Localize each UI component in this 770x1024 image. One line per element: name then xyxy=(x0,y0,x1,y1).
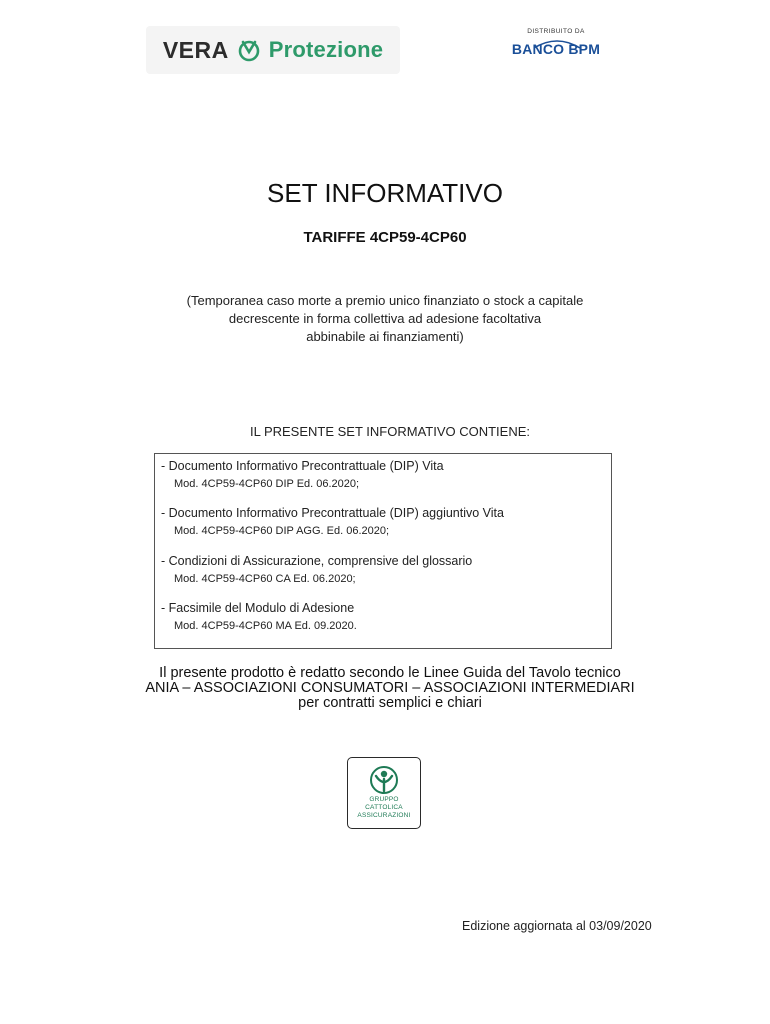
description-line: abbinabile ai finanziamenti) xyxy=(306,329,464,344)
contents-item xyxy=(161,506,504,537)
distributor-tag: DISTRIBUITO DA xyxy=(527,28,585,35)
gruppo-line: GRUPPO xyxy=(369,796,399,803)
contents-box xyxy=(154,453,612,649)
banco-bpm-logo xyxy=(506,28,606,68)
contents-item xyxy=(161,459,444,490)
contents-heading: IL PRESENTE SET INFORMATIVO CONTIENE: xyxy=(249,424,531,439)
cattolica-figure-icon xyxy=(368,764,400,796)
contents-item-code: Mod. 4CP59-4CP60 DIP AGG. Ed. 06.2020; xyxy=(174,525,390,537)
vera-swirl-icon xyxy=(237,38,261,62)
contents-item-code: Mod. 4CP59-4CP60 MA Ed. 09.2020. xyxy=(174,620,357,632)
gruppo-line: CATTOLICA xyxy=(365,804,403,811)
contents-item-title: - Facsimile del Modulo di Adesione xyxy=(161,601,355,615)
description-line: (Temporanea caso morte a premio unico finanziato o stock a capitale xyxy=(186,293,584,308)
banco-name: BANCO BPM xyxy=(511,41,601,57)
guidelines-line: ANIA – ASSOCIAZIONI CONSUMATORI – ASSOCIAZIONI INTERMEDIARI xyxy=(145,680,635,696)
gruppo-text xyxy=(348,796,420,820)
contents-item-code: Mod. 4CP59-4CP60 CA Ed. 06.2020; xyxy=(174,573,356,585)
page-title: SET INFORMATIVO xyxy=(267,178,503,208)
guidelines-line: Il presente prodotto è redatto secondo le Linee Guida del Tavolo tecnico xyxy=(159,665,621,681)
vera-protezione-logo xyxy=(146,26,400,74)
page-subtitle: TARIFFE 4CP59-4CP60 xyxy=(303,229,467,246)
contents-item xyxy=(161,601,357,632)
edition-date: Edizione aggiornata al 03/09/2020 xyxy=(462,919,652,933)
product-description xyxy=(110,292,660,346)
description-line: decrescente in forma collettiva ad adesione facoltativa xyxy=(228,311,542,326)
gruppo-line: ASSICURAZIONI xyxy=(357,812,411,819)
banco-arc-icon xyxy=(532,37,582,49)
contents-item-code: Mod. 4CP59-4CP60 DIP Ed. 06.2020; xyxy=(174,478,360,490)
guidelines-note xyxy=(100,666,680,711)
contents-item-title: - Documento Informativo Precontrattuale (DIP) Vita xyxy=(161,459,444,473)
contents-item xyxy=(161,554,472,585)
gruppo-cattolica-logo xyxy=(347,757,421,829)
guidelines-line: per contratti semplici e chiari xyxy=(298,695,482,711)
contents-item-title: - Condizioni di Assicurazione, comprensive del glossario xyxy=(161,554,473,568)
logo-word-protezione: Protezione xyxy=(268,37,384,62)
logo-word-vera: VERA xyxy=(162,36,229,63)
contents-item-title: - Documento Informativo Precontrattuale (DIP) aggiuntivo Vita xyxy=(161,506,504,520)
